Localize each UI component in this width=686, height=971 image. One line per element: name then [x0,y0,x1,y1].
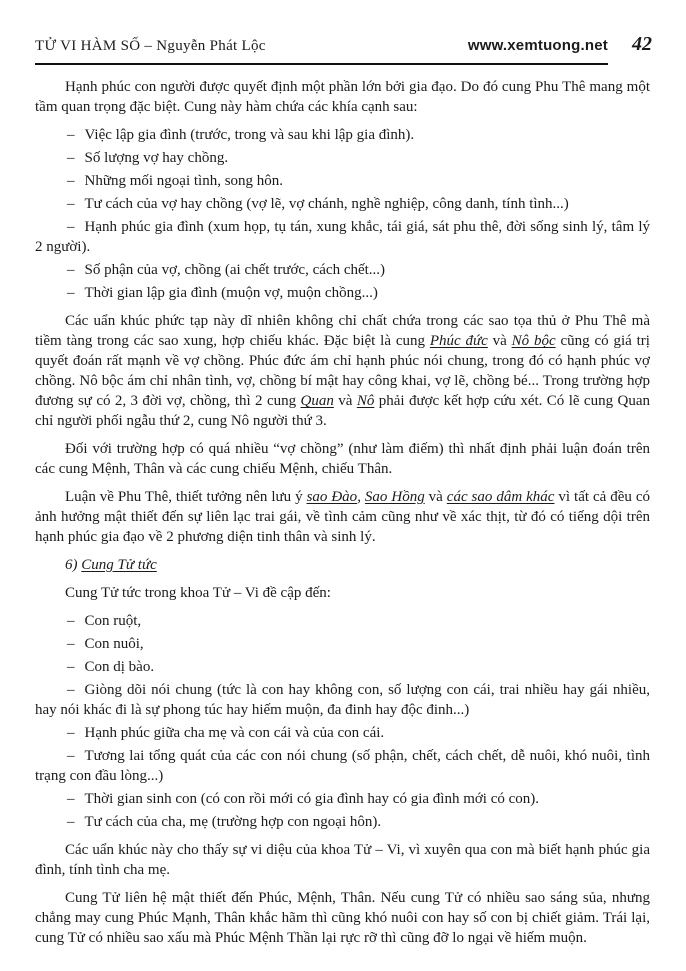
page-header [0,0,686,65]
paragraph [35,487,650,547]
bullet-item [35,634,650,654]
paragraph [35,840,650,880]
bullet-dash-marker: – [67,814,75,830]
bullet-dash-marker: – [67,636,75,652]
emphasized-term: Nô [356,393,375,409]
bullet-item [35,148,650,168]
text-run: Cung Tử tức trong khoa Tử – Vi đề cập đến: [65,585,331,601]
paragraph [35,77,650,117]
header-row [35,33,652,56]
text-run: , [357,489,365,505]
bullet-dash-marker: – [67,285,75,301]
emphasized-term: Quan [300,393,334,409]
bullet-dash-marker: – [67,725,75,741]
bullet-item [35,217,650,257]
bullet-item [35,125,650,145]
text-run: Thời gian lập gia đình (muộn vợ, muộn chồng...) [84,285,378,301]
emphasized-term: Phúc đức [429,333,488,349]
emphasized-term: sao Đào [306,489,358,505]
bullet-item [35,171,650,191]
bullet-item [35,812,650,832]
bullet-item [35,723,650,743]
emphasized-term: Sao Hồng [364,489,425,505]
bullet-item [35,680,650,720]
text-run: Đối với trường hợp có quá nhiều “vợ chồng” (như làm điếm) thì nhất định phải luận đoán trên các cung Mệnh, Thân và các cung chiếu Mệnh, chiếu Thân. [35,441,650,477]
text-run: Hạnh phúc gia đình (xum họp, tụ tán, xung khắc, tái giá, sát phu thê, đời sống sinh lý, tâm lý 2 người). [35,219,650,255]
bullet-dash-marker: – [67,196,75,212]
text-run: Con dị bào. [84,659,155,675]
text-run: Con ruột, [84,613,142,629]
emphasized-term: Cung Tử tức [81,557,157,573]
text-run: vì tất cả đều có ảnh hưởng mật thiết đến sự liên lạc trai gái, về tình cảm cũng như về xác thịt, từ đó có tiếng dội trên hạnh phúc gia đạo về 2 phương diện tinh thân và sinh lý. [35,489,651,545]
text-run: Số phận của vợ, chồng (ai chết trước, cách chết...) [84,262,386,278]
website-link: www.xemtuong.net [467,37,608,54]
text-run: Tương lai tổng quát của các con nói chung (số phận, chết, cách chết, dễ nuôi, khó nuôi, tình trạng con đầu lòng...) [35,748,650,784]
bullet-item [35,260,650,280]
paragraph [35,888,650,948]
text-run: Thời gian sinh con (có con rồi mới có gia đình hay có gia đình mới có con). [84,791,540,807]
paragraph [35,311,650,431]
text-run: Hạnh phúc giữa cha mẹ và con cái và của con cái. [84,725,385,741]
bullet-dash-marker: – [67,262,75,278]
bullet-dash-marker: – [67,682,75,698]
text-run: Con nuôi, [84,636,144,652]
section-heading [35,555,650,575]
text-run: Giòng dõi nói chung (tức là con hay không con, số lượng con cái, trai nhiều hay gái nhiều, hay nói khác đi là sự phong túc hay hiếm muộn, đa đinh hay độc đinh...) [35,682,650,718]
paragraph [35,439,650,479]
bullet-dash-marker: – [67,659,75,675]
text-run: Hạnh phúc con người được quyết định một phần lớn bởi gia đạo. Do đó cung Phu Thê mang một tầm quan trọng đặc biệt. Cung này hàm chứa các khía cạnh sau: [35,79,650,115]
text-run: Tư cách của cha, mẹ (trường hợp con ngoại hôn). [84,814,382,830]
text-run: Các uẩn khúc này cho thấy sự vi diệu của khoa Tử – Vi, vì xuyên qua con mà biết hạnh phúc gia đình, tính tình cha mẹ. [35,842,650,878]
header-rule [35,63,608,65]
text-run: Tư cách của vợ hay chồng (vợ lẽ, vợ chánh, nghề nghiệp, công danh, tính tình...) [84,196,569,212]
text-run: và [424,489,447,505]
text-run: Những mối ngoại tình, song hôn. [84,173,284,189]
page-number: 42 [632,33,652,55]
bullet-item [35,746,650,786]
book-title: TỬ VI HÀM SỐ – Nguyễn Phát Lộc [35,38,266,54]
bullet-dash-marker: – [67,748,75,764]
bullet-item [35,611,650,631]
text-run: và [333,393,357,409]
text-run: Luận về Phu Thê, thiết tưởng nên lưu ý [65,489,307,505]
text-run: Cung Tử liên hệ mật thiết đến Phúc, Mệnh, Thân. Nếu cung Tử có nhiều sao sáng sủa, nhưng chẳng may cung Phúc Mạnh, Thân khắc hãm thì cũng khó nuôi con hay số con bị chiết giảm. Trái lại, cung Tử có nhiều sao xấu mà Phúc Mệnh Thần lại rực rỡ thì cũng đỡ lo ngại về hiếm muộn. [35,890,650,946]
bullet-dash-marker: – [67,173,75,189]
bullet-item [35,194,650,214]
bullet-dash-marker: – [67,150,75,166]
emphasized-term: các sao dâm khác [446,489,555,505]
bullet-dash-marker: – [67,791,75,807]
bullet-item [35,283,650,303]
emphasized-term: Nô bộc [511,333,556,349]
text-run: phải được kết hợp cứu xét. Có lẽ cung Quan chỉ người phối ngẫu thứ 2, cung Nô người thứ 3. [35,393,650,429]
bullet-item [35,657,650,677]
text-run: và [487,333,512,349]
bullet-dash-marker: – [67,127,75,143]
text-run: Số lượng vợ hay chồng. [84,150,229,166]
bullet-dash-marker: – [67,613,75,629]
text-run: 6) [65,557,82,573]
paragraph [35,583,650,603]
bullet-dash-marker: – [67,219,75,235]
page-content [35,77,650,948]
bullet-item [35,789,650,809]
text-run: cũng có giá trị quyết đoán rất mạnh về vợ chồng. Phúc đức ám chỉ hạnh phúc nói chung, trong đó có hạnh phúc vợ chồng. Nô bộc ám chỉ nhân tình, vợ, chồng bí mật hay công khai, vợ lẽ, chồng bé... Trong trường hợp đương sự có 2, 3 đời vợ, chồng, thì 2 cung [35,333,650,409]
text-run: Các uẩn khúc phức tạp này dĩ nhiên không chỉ chất chứa trong các sao tọa thủ ở Phu Thê mà tiềm tàng trong các sao xung, hợp chiếu khác. Đặc biệt là cung [35,313,650,349]
text-run: Việc lập gia đình (trước, trong và sau khi lập gia đình). [84,127,415,143]
